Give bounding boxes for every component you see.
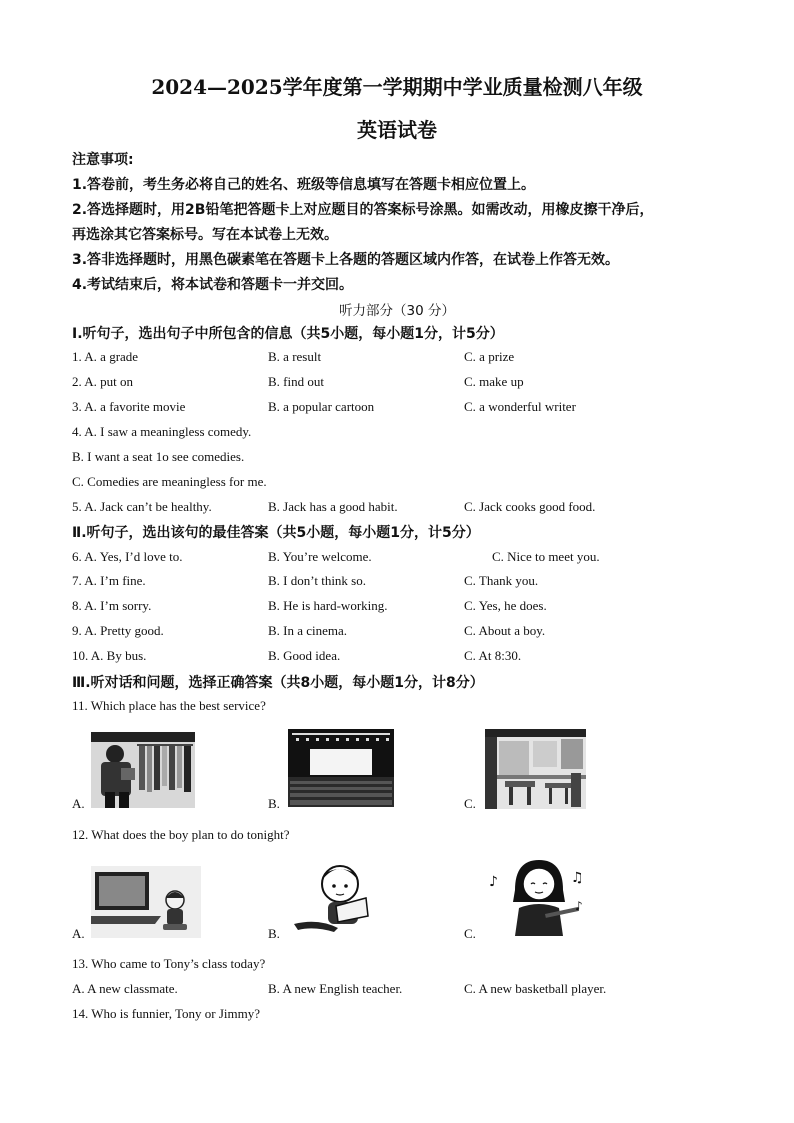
exam-subtitle: 英语试卷 [357, 118, 437, 142]
notice-item-2: 2.答选择题时，用2B铅笔把答题卡上对应题目的答案标号涂黑。如需改动，用橡皮擦干净后， [72, 202, 654, 218]
svg-text:♪: ♪ [575, 899, 583, 913]
section3-heading: Ⅲ.听对话和问题，选择正确答案（共8小题，每小题1分，计8分） [72, 675, 484, 691]
q8-option-b: B. He is hard-working. [268, 598, 388, 613]
part-heading: 听力部分（30 分） [339, 303, 455, 319]
notice-item-1: 1.答卷前，考生务必将自己的姓名、班级等信息填写在答题卡相应位置上。 [72, 177, 536, 193]
section1-heading: Ⅰ.听句子，选出句子中所包含的信息（共5小题，每小题1分，计5分） [72, 326, 504, 342]
q11-image-cinema [288, 729, 394, 807]
q13-option-b: B. A new English teacher. [268, 981, 403, 996]
q13-stem: 13. Who came to Tony’s class today? [72, 956, 266, 971]
exam-title: 2024—2025学年度第一学期期中学业质量检测八年级 [151, 75, 643, 99]
q6-option-b: B. You’re welcome. [268, 549, 372, 564]
section2-heading: Ⅱ.听句子，选出该句的最佳答案（共5小题，每小题1分，计5分） [72, 525, 480, 541]
q12-image-boy-watching-tv [91, 866, 201, 938]
q5-option-b: B. Jack has a good habit. [268, 499, 398, 514]
q11-label-c: C. [464, 796, 476, 811]
q5-option-c: C. Jack cooks good food. [464, 499, 596, 514]
q9-option-b: B. In a cinema. [268, 623, 348, 638]
q12-label-b: B. [268, 926, 280, 941]
q13-option-c: C. A new basketball player. [464, 981, 607, 996]
svg-text:♫: ♫ [571, 870, 584, 886]
q3-option-a: 3. A. a favorite movie [72, 399, 186, 414]
q5-option-a: 5. A. Jack can’t be healthy. [72, 499, 212, 514]
q12-image-girl-music [485, 856, 589, 940]
q11-stem: 11. Which place has the best service? [72, 698, 266, 713]
q4-option-b: B. I want a seat 1o see comedies. [72, 449, 245, 464]
q11-image-restaurant [485, 729, 586, 809]
q8-option-a: 8. A. I’m sorry. [72, 598, 152, 613]
q10-option-b: B. Good idea. [268, 648, 341, 663]
q13-option-a: A. A new classmate. [72, 981, 178, 996]
q9-option-c: C. About a boy. [464, 623, 546, 638]
q6-option-a: 6. A. Yes, I’d love to. [72, 549, 183, 564]
notice-item-2-cont: 再选涂其它答案标号。写在本试卷上无效。 [72, 227, 338, 243]
q2-option-a: 2. A. put on [72, 374, 134, 389]
q9-option-a: 9. A. Pretty good. [72, 623, 164, 638]
q7-option-b: B. I don’t think so. [268, 573, 366, 588]
q2-option-c: C. make up [464, 374, 524, 389]
q12-image-boy-reading [288, 858, 388, 938]
q11-label-a: A. [72, 796, 85, 811]
q4-option-a: 4. A. I saw a meaningless comedy. [72, 424, 252, 439]
notice-heading: 注意事项: [72, 152, 134, 168]
q12-label-a: A. [72, 926, 85, 941]
q11-label-b: B. [268, 796, 280, 811]
q14-stem: 14. Who is funnier, Tony or Jimmy? [72, 1006, 261, 1021]
q1-option-a: 1. A. a grade [72, 349, 139, 364]
q8-option-c: C. Yes, he does. [464, 598, 547, 613]
q2-option-b: B. find out [268, 374, 324, 389]
q3-option-c: C. a wonderful writer [464, 399, 576, 414]
notice-item-3: 3.答非选择题时，用黑色碳素笔在答题卡上各题的答题区域内作答，在试卷上作答无效。 [72, 252, 620, 268]
q12-label-c: C. [464, 926, 476, 941]
q4-option-c: C. Comedies are meaningless for me. [72, 474, 267, 489]
q10-option-a: 10. A. By bus. [72, 648, 147, 663]
q12-stem: 12. What does the boy plan to do tonight? [72, 827, 290, 842]
q10-option-c: C. At 8:30. [464, 648, 522, 663]
svg-text:♪: ♪ [489, 874, 498, 890]
q6-option-c: C. Nice to meet you. [492, 549, 600, 564]
notice-item-4: 4.考试结束后，将本试卷和答题卡一并交回。 [72, 277, 354, 293]
q7-option-c: C. Thank you. [464, 573, 539, 588]
q7-option-a: 7. A. I’m fine. [72, 573, 146, 588]
q11-image-clothes-store [91, 732, 195, 808]
q1-option-c: C. a prize [464, 349, 515, 364]
q1-option-b: B. a result [268, 349, 322, 364]
q3-option-b: B. a popular cartoon [268, 399, 375, 414]
